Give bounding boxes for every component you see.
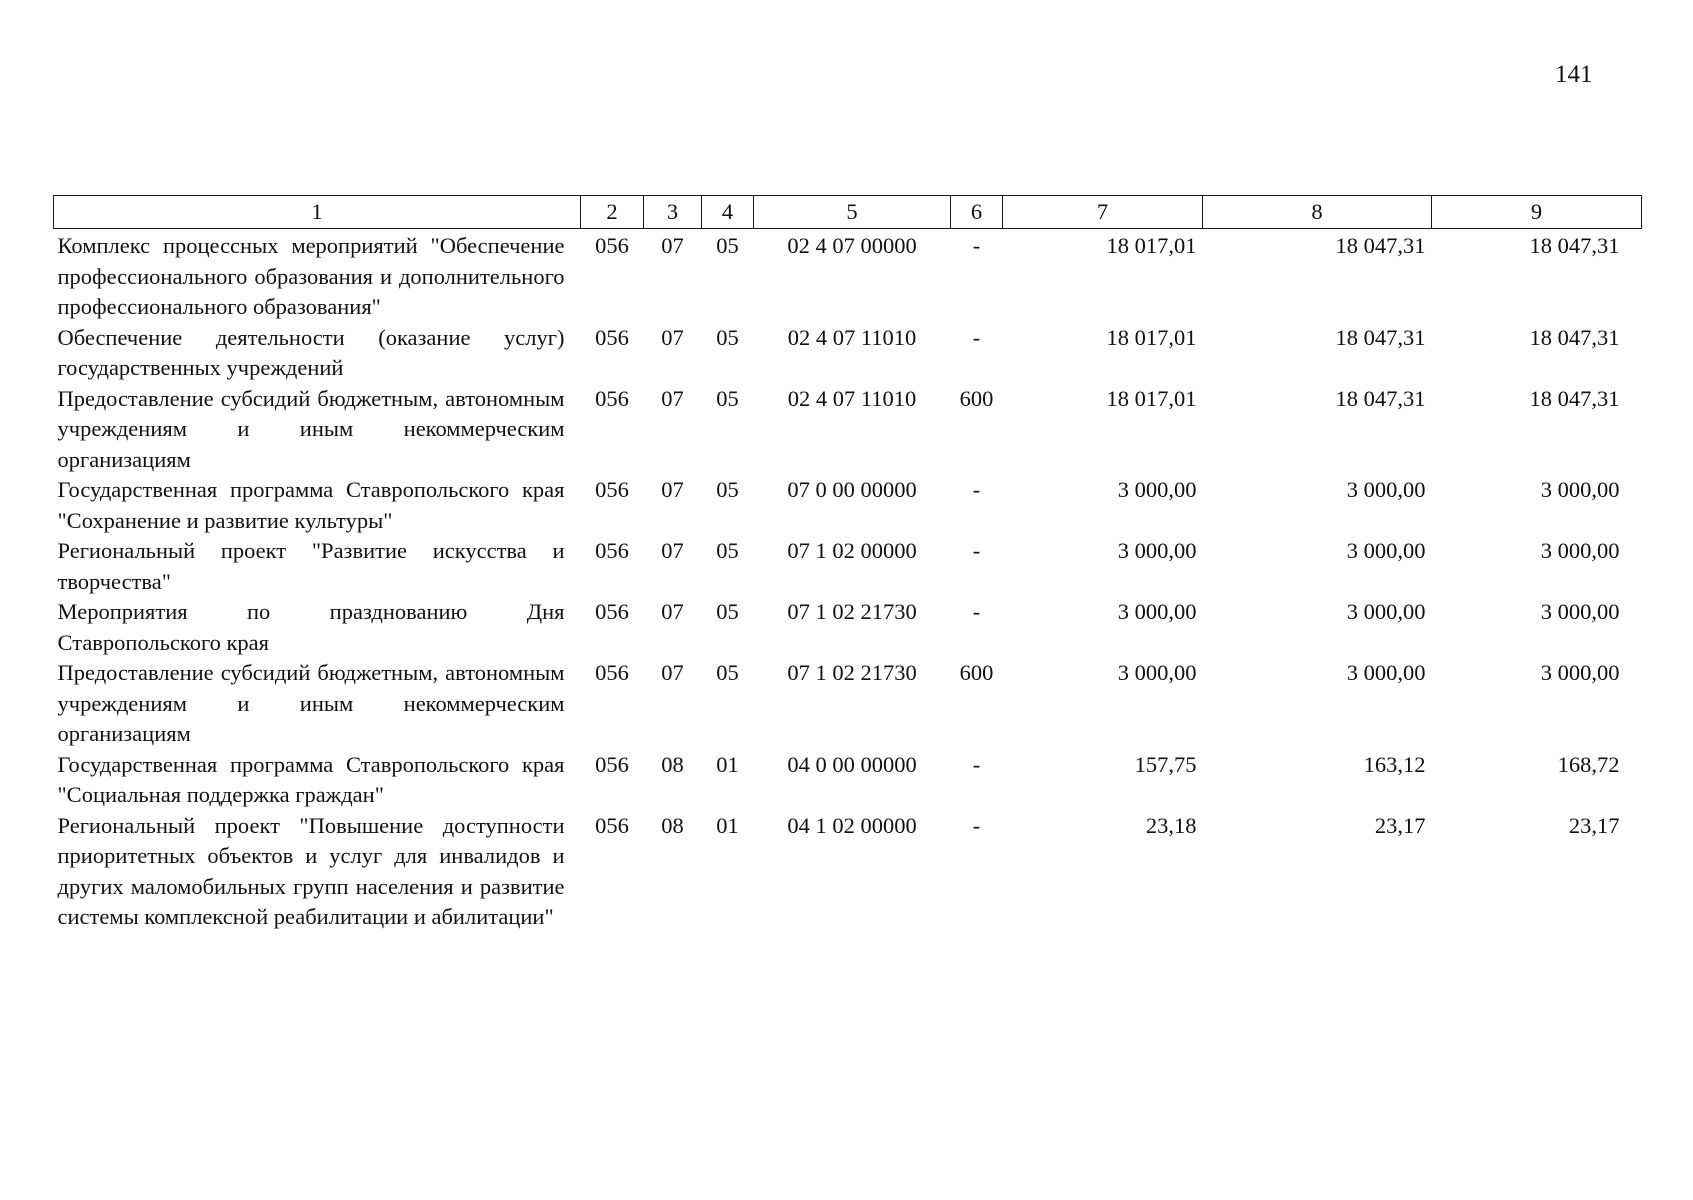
- expense-type-code: -: [972, 477, 981, 502]
- amount-year-2: 3 000,00: [1346, 660, 1426, 685]
- expense-type-code: -: [972, 812, 981, 838]
- amount-year-3: 18 047,31: [1529, 233, 1620, 258]
- expense-type-code: -: [972, 324, 981, 350]
- target-article-code: 04 0 00 00000: [787, 751, 917, 777]
- table-row: [54, 536, 1642, 597]
- section-code: 07: [661, 385, 684, 411]
- amount-year-1: 3 000,00: [1117, 660, 1197, 685]
- column-header: 4: [702, 196, 754, 229]
- header-row: [54, 196, 1642, 229]
- section-code: 07: [661, 599, 684, 624]
- amount-year-2: 18 047,31: [1335, 324, 1426, 350]
- section-code: 07: [661, 538, 684, 563]
- amount-year-1: 3 000,00: [1117, 538, 1197, 563]
- section-code: 07: [661, 233, 684, 258]
- table-row: [54, 384, 1642, 476]
- row-name: Государственная программа Ставропольского края "Социальная поддержка граждан": [57, 751, 565, 807]
- amount-year-3: 168,72: [1557, 751, 1620, 777]
- table-row: [54, 750, 1642, 811]
- target-article-code: 07 1 02 21730: [787, 599, 917, 624]
- subsection-code: 05: [716, 599, 739, 624]
- expense-type-code: 600: [959, 660, 994, 685]
- amount-year-3: 3 000,00: [1540, 538, 1620, 563]
- budget-table: [53, 195, 1642, 933]
- column-header: 3: [644, 196, 702, 229]
- subsection-code: 05: [716, 324, 739, 350]
- amount-year-1: 3 000,00: [1117, 477, 1197, 502]
- amount-year-3: 3 000,00: [1540, 599, 1620, 624]
- amount-year-1: 157,75: [1134, 751, 1197, 777]
- table-row: [54, 658, 1642, 750]
- amount-year-2: 23,17: [1374, 812, 1426, 838]
- amount-year-1: 23,18: [1145, 812, 1197, 838]
- expense-type-code: -: [972, 751, 981, 777]
- column-header: 7: [1003, 196, 1203, 229]
- grbs-code: 056: [595, 599, 629, 624]
- amount-year-2: 3 000,00: [1346, 538, 1426, 563]
- section-code: 07: [661, 477, 684, 502]
- grbs-code: 056: [595, 477, 629, 502]
- table-row: [54, 323, 1642, 384]
- amount-year-1: 18 017,01: [1106, 324, 1197, 350]
- column-header: 9: [1432, 196, 1642, 229]
- amount-year-2: 3 000,00: [1346, 599, 1426, 624]
- column-header: 8: [1203, 196, 1432, 229]
- subsection-code: 01: [716, 751, 739, 777]
- amount-year-3: 18 047,31: [1529, 385, 1620, 411]
- grbs-code: 056: [595, 233, 629, 258]
- row-name: Комплекс процессных мероприятий "Обеспечение профессионального образования и дополнительного профессионального образования": [57, 233, 565, 319]
- table-row: [54, 229, 1642, 323]
- amount-year-2: 163,12: [1363, 751, 1426, 777]
- amount-year-2: 18 047,31: [1335, 233, 1426, 258]
- amount-year-1: 18 017,01: [1106, 233, 1197, 258]
- grbs-code: 056: [595, 385, 629, 411]
- row-name: Обеспечение деятельности (оказание услуг) государственных учреждений: [57, 324, 565, 380]
- subsection-code: 05: [716, 538, 739, 563]
- amount-year-1: 18 017,01: [1106, 385, 1197, 411]
- amount-year-2: 3 000,00: [1346, 477, 1426, 502]
- grbs-code: 056: [595, 660, 629, 685]
- column-header: 6: [951, 196, 1003, 229]
- row-name: Предоставление субсидий бюджетным, автономным учреждениям и иным некоммерческим организациям: [57, 660, 565, 746]
- amount-year-3: 3 000,00: [1540, 660, 1620, 685]
- section-code: 08: [661, 812, 684, 838]
- row-name: Региональный проект "Повышение доступности приоритетных объектов и услуг для инвалидов и других маломобильных групп населения и развитие системы комплексной реабилитации и абилитации": [57, 812, 565, 929]
- grbs-code: 056: [595, 751, 629, 777]
- expense-type-code: -: [972, 233, 981, 258]
- amount-year-1: 3 000,00: [1117, 599, 1197, 624]
- grbs-code: 056: [595, 324, 629, 350]
- table-row: [54, 597, 1642, 658]
- target-article-code: 02 4 07 11010: [787, 385, 917, 411]
- subsection-code: 05: [716, 660, 739, 685]
- subsection-code: 05: [716, 477, 739, 502]
- row-name: Мероприятия по празднованию Дня Ставропольского края: [57, 599, 565, 655]
- page-number: 141: [1555, 61, 1593, 88]
- table-row: [54, 475, 1642, 536]
- grbs-code: 056: [595, 812, 629, 838]
- column-header: 1: [54, 196, 581, 229]
- target-article-code: 02 4 07 00000: [787, 233, 917, 258]
- grbs-code: 056: [595, 538, 629, 563]
- target-article-code: 07 1 02 00000: [787, 538, 917, 563]
- target-article-code: 04 1 02 00000: [787, 812, 917, 838]
- expense-type-code: 600: [959, 385, 994, 411]
- amount-year-3: 3 000,00: [1540, 477, 1620, 502]
- subsection-code: 05: [716, 233, 739, 258]
- amount-year-2: 18 047,31: [1335, 385, 1426, 411]
- section-code: 08: [661, 751, 684, 777]
- amount-year-3: 18 047,31: [1529, 324, 1620, 350]
- expense-type-code: -: [972, 538, 981, 563]
- column-header: 2: [581, 196, 644, 229]
- row-name: Предоставление субсидий бюджетным, автономным учреждениям и иным некоммерческим организациям: [57, 385, 565, 472]
- subsection-code: 05: [716, 385, 739, 411]
- amount-year-3: 23,17: [1568, 812, 1620, 838]
- table-row: [54, 811, 1642, 933]
- target-article-code: 02 4 07 11010: [787, 324, 917, 350]
- section-code: 07: [661, 660, 684, 685]
- column-header: 5: [754, 196, 951, 229]
- row-name: Региональный проект "Развитие искусства и творчества": [57, 538, 565, 594]
- row-name: Государственная программа Ставропольского края "Сохранение и развитие культуры": [57, 477, 565, 533]
- target-article-code: 07 1 02 21730: [787, 660, 917, 685]
- section-code: 07: [661, 324, 684, 350]
- target-article-code: 07 0 00 00000: [787, 477, 917, 502]
- expense-type-code: -: [972, 599, 981, 624]
- subsection-code: 01: [716, 812, 739, 838]
